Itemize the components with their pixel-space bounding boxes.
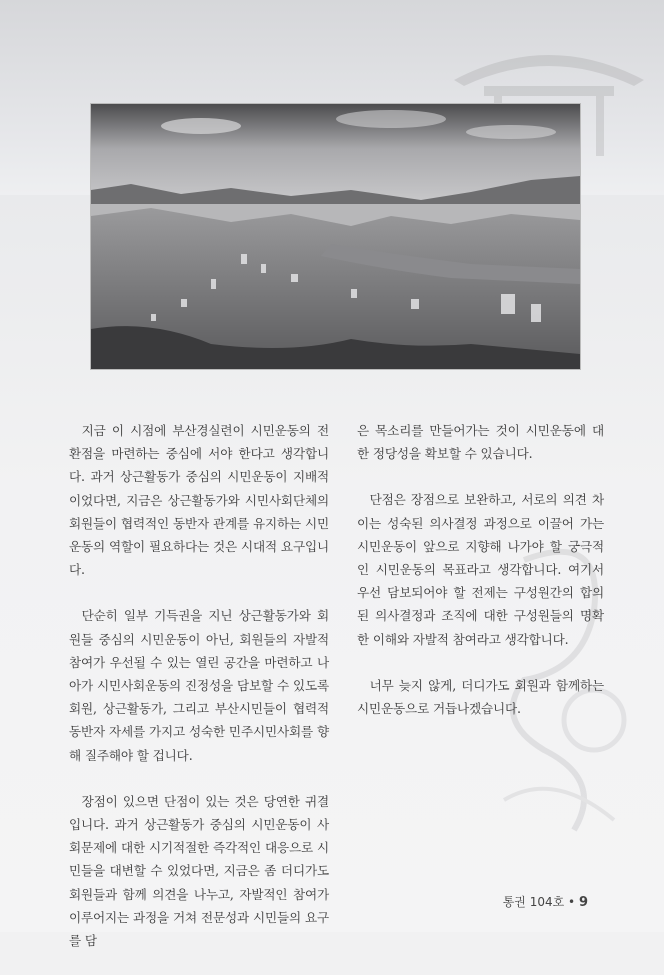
article-paragraph: 장점이 있으면 단점이 있는 것은 당연한 귀결입니다. 과거 상근활동가 중심의 시민운동이 사회문제에 대한 시기적절한 즉각적인 대응으로 시민들을 대변할 수 있었다면, 지금은 좀 더디가도 회원들과 함께 의견을 나누고, 자발적인 참여가 이루어지는 과정을 거쳐 전문성과 시민들의 요구를 담	[69, 793, 329, 949]
article-paragraph: 단점은 장점으로 보완하고, 서로의 의견 차이는 성숙된 의사결정 과정으로 이끌어 가는 시민운동이 앞으로 지향해 나가야 할 궁극적인 시민운동의 목표라고 생각합니다. 여기서 우선 담보되어야 할 전제는 구성원간의 합의된 의사결정과 조직에 대한 구성원들의 명확한 이해와 자발적 참여라고 생각합니다.	[357, 492, 604, 647]
issue-label: 통권 104호	[502, 895, 565, 909]
article-paragraph: 지금 이 시점에 부산경실련이 시민운동의 전환점을 마련하는 중심에 서야 한다고 생각합니다. 과거 상근활동가 중심의 시민운동이 지배적이었다면, 지금은 상근활동가와 시민사회단체의 회원들이 협력적인 동반자 관계를 유지하는 시민운동의 역할이 필요하다는 것은 시대적 요구입니다.	[69, 423, 329, 578]
busan-harbor-photo	[91, 104, 580, 369]
article-paragraph: 단순히 일부 기득권을 지닌 상근활동가와 회원들 중심의 시민운동이 아닌, 회원들의 자발적 참여가 우선될 수 있는 열린 공간을 마련하고 나아가 시민사회운동의 진정성을 담보할 수 있도록 회원, 상근활동가, 그리고 부산시민들이 협력적 동반자 자세를 가지고 성숙한 민주시민사회를 향해 질주해야 할 겁니다.	[69, 608, 329, 763]
article-paragraph-continued: 은 목소리를 만들어가는 것이 시민운동에 대한 정당성을 확보할 수 있습니다.	[357, 423, 604, 462]
footer-bullet: •	[568, 895, 576, 909]
article-column-left	[69, 419, 329, 975]
article-paragraph: 너무 늦지 않게, 더디가도 회원과 함께하는 시민운동으로 거듭나겠습니다.	[357, 677, 604, 717]
article-column-right	[357, 419, 604, 743]
page-number: 9	[578, 895, 588, 910]
page-footer	[503, 893, 588, 910]
